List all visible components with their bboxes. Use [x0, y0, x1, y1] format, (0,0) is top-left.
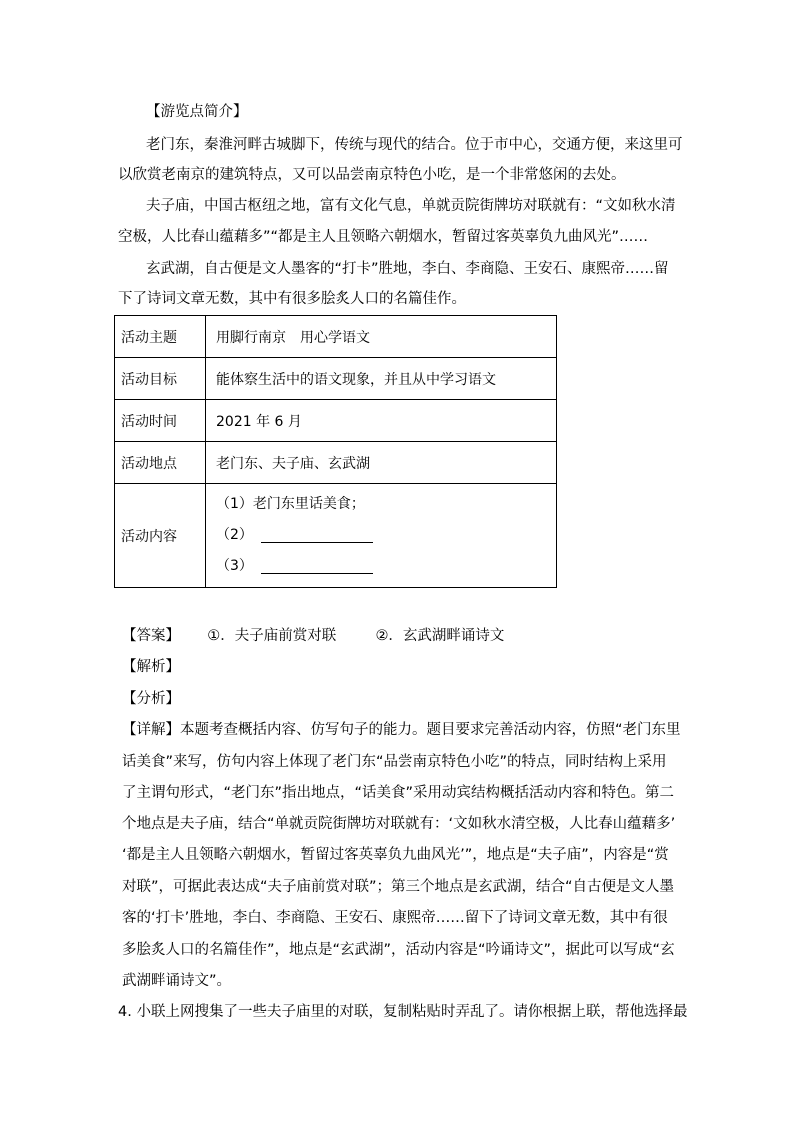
- row-value: 老门东、夫子庙、玄武湖: [206, 442, 557, 484]
- row-label: 活动主题: [115, 316, 206, 358]
- content-item-2: [216, 520, 556, 551]
- intro-p3-line1: 玄武湖，自古便是文人墨客的“打卡”胜地，李白、李商隐、王安石、康熙帝……留: [146, 261, 669, 277]
- detail-line: 个地点是夫子庙，结合“单就贡院街牌坊对联就有：‘文如秋水清空极，人比春山蕴藉多’: [122, 816, 676, 832]
- answer-1: ①．夫子庙前赏对联: [207, 628, 337, 644]
- intro-p1-line2: 以欣赏老南京的建筑特点，又可以品尝南京特色小吃，是一个非常悠闲的去处。: [118, 167, 626, 183]
- content-item-3-label: （3）: [216, 558, 253, 574]
- row-value: 用脚行南京 用心学语文: [206, 316, 557, 358]
- detail-line: 客的‘打卡’胜地，李白、李商隐、王安石、康熙帝……留下了诗词文章无数，其中有很: [122, 910, 668, 926]
- row-label: 活动地点: [115, 442, 206, 484]
- detail-line: 多脍炙人口的名篇佳作”，地点是“玄武湖”，活动内容是“吟诵诗文”，据此可以写成“玄: [122, 942, 675, 958]
- row-label: 活动时间: [115, 400, 206, 442]
- detail-line: 了主谓句形式，“老门东”指出地点，“话美食”采用动宾结构概括活动内容和特色。第二: [122, 785, 675, 801]
- blank-line[interactable]: [261, 528, 373, 543]
- intro-p2-line1: 夫子庙，中国古枢纽之地，富有文化气息，单就贡院街牌坊对联就有：“文如秋水清: [146, 198, 676, 214]
- detail-line: 对联”，可据此表达成“夫子庙前赏对联”；第三个地点是玄武湖，结合“自古便是文人墨: [122, 879, 675, 895]
- intro-heading: 【游览点简介】: [146, 104, 248, 120]
- content-label: 活动内容: [115, 484, 206, 588]
- detail-line: 话美食”来写，仿句内容上体现了老门东“品尝南京特色小吃”的特点，同时结构上采用: [122, 754, 667, 770]
- detail-line: ‘都是主人且领略六朝烟水，暂留过客英辜负九曲风光’”，地点是“夫子庙”，内容是“赏: [122, 847, 669, 863]
- content-item-1: （1）老门东里话美食；: [216, 496, 365, 512]
- content-cell: [206, 484, 557, 588]
- table-row-content: [115, 484, 557, 588]
- table-row: [115, 316, 557, 358]
- table-row: [115, 358, 557, 400]
- question-4: 4. 小联上网搜集了一些夫子庙里的对联，复制粘贴时弄乱了。请你根据上联，帮他选择最: [118, 1004, 688, 1020]
- detail-line: 【详解】本题考查概括内容、仿写句子的能力。题目要求完善活动内容，仿照“老门东里: [122, 722, 681, 738]
- table-row: [115, 442, 557, 484]
- content-item-2-label: （2）: [216, 527, 253, 543]
- intro-p1-line1: 老门东，秦淮河畔古城脚下，传统与现代的结合。位于市中心，交通方便，来这里可: [146, 137, 683, 153]
- detail-line: 武湖畔诵诗文”。: [122, 973, 232, 989]
- intro-p2-line2: 空极，人比春山蕴藉多”“都是主人且领略六朝烟水，暂留过客英辜负九曲风光”……: [118, 229, 649, 245]
- activity-table: [114, 315, 557, 588]
- row-value: 能体察生活中的语文现象，并且从中学习语文: [206, 358, 557, 400]
- intro-p3-line2: 下了诗词文章无数，其中有很多脍炙人口的名篇佳作。: [118, 291, 466, 307]
- table-row: [115, 400, 557, 442]
- answer-line: [122, 626, 504, 646]
- content-item-3: [216, 551, 556, 582]
- fenxi-heading: 【分析】: [122, 691, 180, 707]
- blank-line[interactable]: [261, 559, 373, 574]
- answer-2: ②．玄武湖畔诵诗文: [375, 628, 505, 644]
- row-label: 活动目标: [115, 358, 206, 400]
- row-value: 2021 年 6 月: [206, 400, 557, 442]
- answer-label: 【答案】: [122, 628, 180, 644]
- jiexi-heading: 【解析】: [122, 659, 180, 675]
